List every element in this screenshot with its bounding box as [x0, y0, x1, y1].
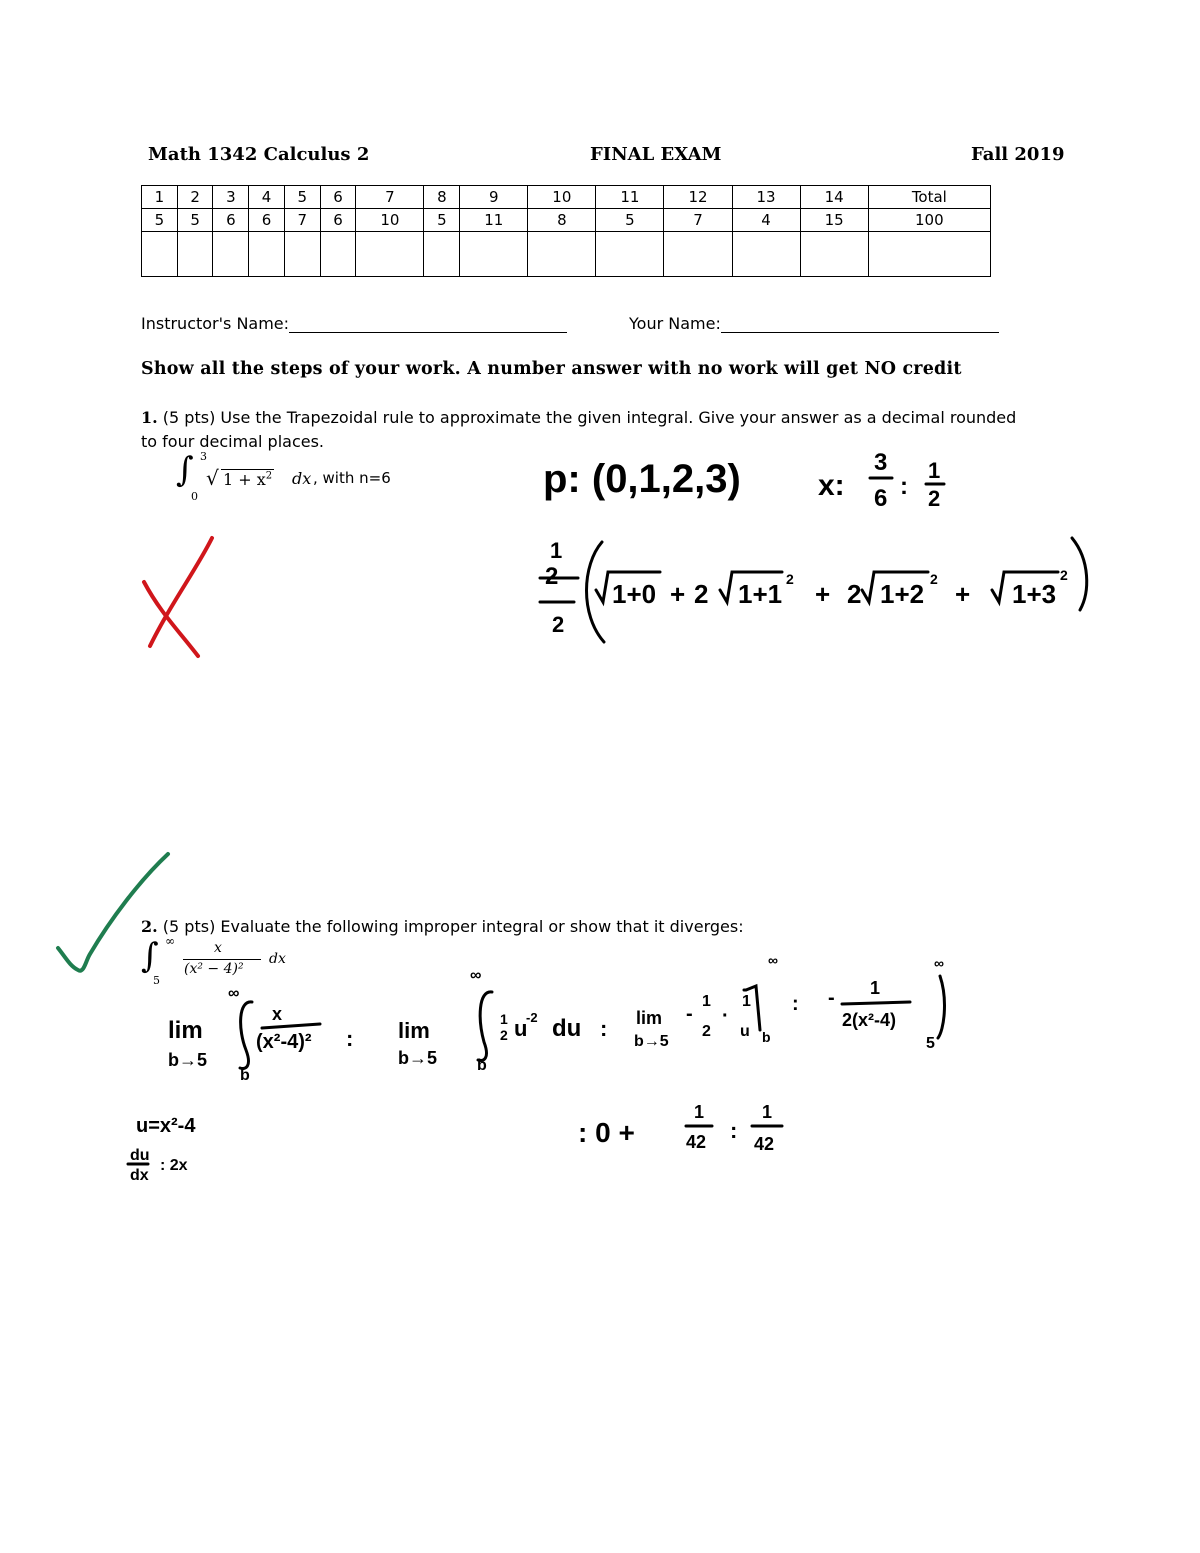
p1-term3: 1+2 [880, 579, 925, 609]
p2-lim3-b-num: 1 [742, 993, 751, 1010]
p2-final2-den: 42 [754, 1134, 775, 1154]
sqrt-icon: √ [206, 466, 219, 490]
p2-bto5-1: b→5 [168, 1050, 208, 1070]
score-table-problem-cell: 2 [177, 186, 213, 209]
score-table-points-cell: 100 [868, 209, 990, 232]
p2-mid-coef-den: 2 [500, 1027, 508, 1043]
p2-integral-1 [240, 1002, 252, 1069]
p1-dx-res-num: 1 [928, 458, 941, 483]
p2-eq-3: : [792, 993, 799, 1015]
score-table-problem-cell: 4 [249, 186, 285, 209]
p2-sub-du-den: dx [130, 1167, 149, 1184]
integral-lower-bound: 5 [153, 974, 160, 987]
instructions: Show all the steps of your work. A number answer with no work will get NO credit [141, 359, 962, 379]
p2-mid-exp: -2 [526, 1010, 538, 1025]
fraction-numerator: x [214, 940, 222, 956]
p2-res-den: 2(x²-4) [842, 1010, 897, 1030]
p2-mid-coef: 1 [500, 1011, 508, 1027]
score-table-points-cell: 5 [596, 209, 664, 232]
p1-dx-res-den: 2 [928, 486, 941, 511]
score-table-points-cell: 7 [664, 209, 732, 232]
p1-plus-1: + [670, 579, 686, 609]
p2-sub-u: u=x²-4 [136, 1115, 196, 1137]
p1-coef-den: 2 [552, 612, 565, 637]
p2-five: 5 [926, 1035, 935, 1052]
score-table-problem-cell: 13 [732, 186, 800, 209]
score-table-problem-cell: 8 [424, 186, 460, 209]
score-table-points-cell: 15 [800, 209, 868, 232]
integral-sign: ∫ [141, 936, 159, 976]
p2-lim3-a-den: 2 [702, 1023, 711, 1040]
p2-inf-4: ∞ [934, 955, 944, 971]
p2-b-1: b [240, 1067, 250, 1084]
p2-res-minus: - [828, 987, 835, 1009]
problem-2-number: 2. [141, 917, 158, 936]
problem-2-statement: (5 pts) Evaluate the following improper integral or show that it diverges: [162, 917, 744, 936]
integral-sign: ∫ [176, 450, 194, 490]
score-table-points-cell: 10 [356, 209, 424, 232]
p2-b-3: b [762, 1029, 771, 1045]
p2-inf-1: ∞ [228, 985, 240, 1002]
score-table-points-cell: 6 [320, 209, 356, 232]
p2-final-num: 1 [694, 1102, 705, 1122]
sqrt-radicand: $1 + x^2$ [223, 470, 273, 489]
p1-sup-2b: 2 [930, 571, 938, 587]
p2-bto5-2: b→5 [398, 1048, 438, 1068]
p2-final-den: 42 [686, 1132, 707, 1152]
p2-inf-2: ∞ [470, 967, 482, 984]
p2-lim3-b-den: u [740, 1023, 750, 1040]
exam-title: FINAL EXAM [590, 144, 722, 165]
p2-frac1-bar [262, 1024, 320, 1028]
p2-integral-2 [478, 992, 492, 1061]
p2-eq-1: : [346, 1026, 354, 1051]
p1-right-paren [1072, 538, 1087, 610]
exam-term: Fall 2019 [971, 144, 1065, 165]
score-table-points-cell: 8 [528, 209, 596, 232]
p2-mid-du: du [552, 1015, 582, 1042]
integral-lower-bound: 0 [191, 490, 198, 503]
score-table-problem-cell: 11 [596, 186, 664, 209]
score-table-problem-cell: 12 [664, 186, 732, 209]
p2-mid-u: u [514, 1016, 528, 1041]
p2-frac1-num: x [272, 1004, 283, 1024]
p1-term2: 1+1 [738, 579, 783, 609]
score-table-problem-cell: Total [868, 186, 990, 209]
score-table-points-cell: 5 [142, 209, 178, 232]
score-table-problem-cell: 1 [142, 186, 178, 209]
p2-sub-du-rhs: : 2x [160, 1157, 188, 1174]
course-title: Math 1342 Calculus 2 [148, 144, 370, 165]
student-name-label: Your Name: [629, 314, 721, 333]
p1-incorrect-x-icon [150, 538, 212, 646]
integral-upper-bound: 3 [200, 450, 207, 463]
p1-left-paren [587, 542, 605, 642]
p2-eq-2: : [600, 1016, 608, 1041]
fraction-denominator: (x² − 4)² [184, 961, 244, 977]
score-table-problem-cell: 14 [800, 186, 868, 209]
p2-lim-2: lim [398, 1018, 430, 1043]
integral-dx: dx [292, 469, 312, 488]
p2-res-bar [842, 1002, 910, 1004]
p1-two-2: 2 [847, 579, 862, 609]
p2-inf-3: ∞ [768, 952, 778, 968]
p2-frac1-den: (x²-4)² [256, 1031, 312, 1053]
p1-term4: 1+3 [1012, 579, 1057, 609]
score-table-points-cell: 6 [213, 209, 249, 232]
integral-dx: dx [269, 951, 286, 967]
score-table-points-cell: 5 [177, 209, 213, 232]
score-table-problem-cell: 6 [320, 186, 356, 209]
p1-two-1: 2 [694, 579, 709, 609]
p1-dx-eq: : [900, 473, 908, 500]
p1-dx-lhs: x: [818, 469, 845, 502]
score-table-problem-cell: 7 [356, 186, 424, 209]
p1-sup-2c: 2 [1060, 567, 1068, 583]
p2-lim3-a-num: 1 [702, 993, 711, 1010]
score-table-problem-cell: 5 [284, 186, 320, 209]
problem-1-statement-line2: to four decimal places. [141, 432, 325, 451]
score-table-points-cell: 11 [460, 209, 528, 232]
p1-dx-den: 6 [874, 485, 888, 512]
score-table-problem-cell: 3 [213, 186, 249, 209]
score-table-points-cell: 6 [249, 209, 285, 232]
p2-final-eq: : [730, 1118, 738, 1143]
p1-plus-3: + [955, 579, 971, 609]
p1-coef-mid: 2 [545, 563, 559, 590]
score-table-problem-cell: 10 [528, 186, 596, 209]
p1-term1: 1+0 [612, 579, 657, 609]
p2-lim-1: lim [168, 1017, 203, 1044]
p2-lim-3: lim [636, 1008, 663, 1028]
p2-final: : 0 + [578, 1117, 635, 1148]
score-table-points-cell: 5 [424, 209, 460, 232]
score-table-problem-cell: 9 [460, 186, 528, 209]
p1-sup-2a: 2 [786, 571, 794, 587]
p2-lim3-minus: - [686, 1003, 693, 1025]
integral-condition: , with n=6 [313, 469, 391, 487]
p1-coef-num: 1 [550, 538, 563, 563]
problem-1-number: 1. [141, 408, 158, 427]
p1-dx-num: 3 [874, 449, 888, 476]
score-table-points-cell: 4 [732, 209, 800, 232]
p2-res-num: 1 [870, 978, 881, 998]
score-table-points-cell: 7 [284, 209, 320, 232]
p2-correct-check-icon [58, 854, 168, 971]
p2-eval-bar-2 [938, 976, 944, 1038]
p2-b-2: b [477, 1057, 487, 1074]
p1-points-text: p: (0,1,2,3) [543, 457, 741, 501]
p2-sub-du-num: du [130, 1147, 150, 1164]
p2-bto5-3: b→5 [634, 1033, 669, 1050]
p2-dot: · [722, 1005, 729, 1027]
integral-upper-bound: ∞ [165, 934, 175, 948]
p2-final2-num: 1 [762, 1102, 773, 1122]
p1-plus-2: + [815, 579, 831, 609]
problem-1-statement-line1: (5 pts) Use the Trapezoidal rule to approximate the given integral. Give your answer as a decimal rounded [162, 408, 1017, 427]
instructor-name-label: Instructor's Name: [141, 314, 290, 333]
